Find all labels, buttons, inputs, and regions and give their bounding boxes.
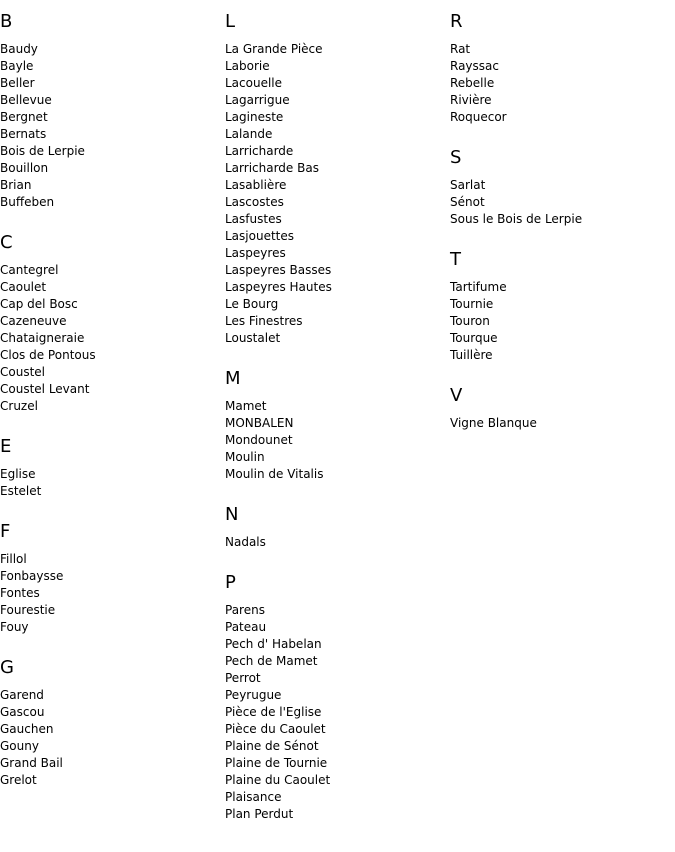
place-entry-link[interactable]: Plaine de Sénot (225, 739, 319, 753)
place-entry-link[interactable]: Cap del Bosc (0, 297, 78, 311)
place-entry-link[interactable]: Bois de Lerpie (0, 144, 85, 158)
place-entry-link[interactable]: Lasjouettes (225, 229, 294, 243)
entry-list (225, 534, 447, 551)
place-entry-link[interactable]: Sénot (450, 195, 485, 209)
place-entry-link[interactable]: Bouillon (0, 161, 49, 175)
place-entry-link[interactable]: Grand Bail (0, 756, 63, 770)
place-entry-link[interactable]: Coustel (0, 365, 45, 379)
place-entry-link[interactable]: Rebelle (450, 76, 495, 90)
letter-section (225, 572, 447, 823)
place-entry-link[interactable]: Pech de Mamet (225, 654, 318, 668)
place-entry-link[interactable]: Vigne Blanque (450, 416, 537, 430)
letter-section (0, 232, 222, 415)
place-entry-link[interactable]: Plaisance (225, 790, 282, 804)
place-entry-link[interactable]: Grelot (0, 773, 37, 787)
place-entry-link[interactable]: La Grande Pièce (225, 42, 323, 56)
place-entry-link[interactable]: Tuillère (450, 348, 493, 362)
place-entry-link[interactable]: Gauchen (0, 722, 54, 736)
place-entry-link[interactable]: Plaine du Caoulet (225, 773, 331, 787)
place-entry-link[interactable]: Lalande (225, 127, 273, 141)
entry-list (0, 551, 222, 636)
entry-list (225, 41, 447, 347)
place-entry-link[interactable]: Parens (225, 603, 265, 617)
place-entry-link[interactable]: Nadals (225, 535, 266, 549)
letter-heading: E (0, 436, 12, 457)
place-entry-link[interactable]: Peyrugue (225, 688, 282, 702)
letter-section (0, 436, 222, 500)
letter-section (450, 249, 672, 364)
place-entry-link[interactable]: Lasablière (225, 178, 287, 192)
place-entry-link[interactable]: Pièce de l'Eglise (225, 705, 322, 719)
entry-list (0, 41, 222, 211)
place-entry-link[interactable]: Moulin de Vitalis (225, 467, 324, 481)
letter-section (450, 11, 672, 126)
place-entry-link[interactable]: Les Finestres (225, 314, 303, 328)
place-entry-link[interactable]: Estelet (0, 484, 42, 498)
place-entry-link[interactable]: Lagineste (225, 110, 284, 124)
place-entry-link[interactable]: Lagarrigue (225, 93, 290, 107)
place-entry-link[interactable]: Cantegrel (0, 263, 59, 277)
letter-section (450, 147, 672, 228)
index-column-1 (0, 11, 222, 810)
place-entry-link[interactable]: Chataigneraie (0, 331, 85, 345)
place-entry-link[interactable]: Fontes (0, 586, 40, 600)
place-entry-link[interactable]: Bayle (0, 59, 34, 73)
place-entry-link[interactable]: Beller (0, 76, 35, 90)
place-entry-link[interactable]: Plan Perdut (225, 807, 294, 821)
place-entry-link[interactable]: Laspeyres Basses (225, 263, 332, 277)
place-entry-link[interactable]: Lascostes (225, 195, 284, 209)
place-entry-link[interactable]: Coustel Levant (0, 382, 90, 396)
place-entry-link[interactable]: Larricharde Bas (225, 161, 319, 175)
index-column-3 (450, 11, 672, 453)
place-entry-link[interactable]: Rayssac (450, 59, 499, 73)
place-entry-link[interactable]: Rivière (450, 93, 492, 107)
letter-heading: B (0, 11, 13, 32)
place-entry-link[interactable]: Pateau (225, 620, 267, 634)
place-entry-link[interactable]: Eglise (0, 467, 36, 481)
letter-heading: T (450, 249, 461, 270)
place-entry-link[interactable]: Lasfustes (225, 212, 282, 226)
entry-list (225, 398, 447, 483)
place-entry-link[interactable]: Touron (450, 314, 490, 328)
index-column-2 (225, 11, 447, 844)
place-entry-link[interactable]: Bernats (0, 127, 47, 141)
place-entry-link[interactable]: Gouny (0, 739, 39, 753)
letter-section (0, 521, 222, 636)
letter-section (225, 368, 447, 483)
place-entry-link[interactable]: Perrot (225, 671, 261, 685)
place-entry-link[interactable]: Mondounet (225, 433, 293, 447)
letter-heading: F (0, 521, 11, 542)
entry-list (450, 177, 672, 228)
place-entry-link[interactable]: Clos de Pontous (0, 348, 96, 362)
place-entry-link[interactable]: Caoulet (0, 280, 47, 294)
entry-list (450, 415, 672, 432)
letter-heading: M (225, 368, 241, 389)
entry-list (0, 687, 222, 789)
letter-section (450, 385, 672, 432)
place-entry-link[interactable]: Garend (0, 688, 44, 702)
letter-heading: P (225, 572, 236, 593)
place-entry-link[interactable]: Bellevue (0, 93, 52, 107)
place-entry-link[interactable]: Tourque (450, 331, 498, 345)
place-entry-link[interactable]: Fourestie (0, 603, 56, 617)
place-entry-link[interactable]: Cazeneuve (0, 314, 67, 328)
letter-heading: G (0, 657, 14, 678)
place-entry-link[interactable]: Lacouelle (225, 76, 283, 90)
place-entry-link[interactable]: Sous le Bois de Lerpie (450, 212, 583, 226)
place-entry-link[interactable]: Moulin (225, 450, 265, 464)
letter-heading: R (450, 11, 463, 32)
letter-heading: V (450, 385, 463, 406)
place-entry-link[interactable]: Pièce du Caoulet (225, 722, 326, 736)
letter-section (225, 504, 447, 551)
place-entry-link[interactable]: MONBALEN (225, 416, 294, 430)
letter-heading: L (225, 11, 236, 32)
entry-list (450, 41, 672, 126)
letter-section (0, 657, 222, 789)
place-entry-link[interactable]: Tournie (450, 297, 494, 311)
place-entry-link[interactable]: Gascou (0, 705, 45, 719)
place-entry-link[interactable]: Mamet (225, 399, 267, 413)
entry-list (0, 466, 222, 500)
letter-heading: S (450, 147, 462, 168)
place-entry-link[interactable]: Fouy (0, 620, 29, 634)
place-entry-link[interactable]: Buffeben (0, 195, 55, 209)
place-entry-link[interactable]: Pech d' Habelan (225, 637, 322, 651)
entry-list (0, 262, 222, 415)
place-entry-link[interactable]: Loustalet (225, 331, 281, 345)
place-entry-link[interactable]: Laborie (225, 59, 270, 73)
place-entry-link[interactable]: Plaine de Tournie (225, 756, 328, 770)
place-entry-link[interactable]: Tartifume (450, 280, 507, 294)
place-entry-link[interactable]: Baudy (0, 42, 38, 56)
place-entry-link[interactable]: Cruzel (0, 399, 38, 413)
place-entry-link[interactable]: Rat (450, 42, 471, 56)
place-entry-link[interactable]: Roquecor (450, 110, 507, 124)
place-entry-link[interactable]: Laspeyres (225, 246, 286, 260)
place-entry-link[interactable]: Fonbaysse (0, 569, 64, 583)
place-entry-link[interactable]: Laspeyres Hautes (225, 280, 332, 294)
place-entry-link[interactable]: Le Bourg (225, 297, 279, 311)
place-entry-link[interactable]: Larricharde (225, 144, 294, 158)
place-entry-link[interactable]: Sarlat (450, 178, 486, 192)
letter-heading: N (225, 504, 239, 525)
letter-heading: C (0, 232, 13, 253)
letter-section (0, 11, 222, 211)
entry-list (225, 602, 447, 823)
place-entry-link[interactable]: Bergnet (0, 110, 48, 124)
entry-list (450, 279, 672, 364)
place-entry-link[interactable]: Fillol (0, 552, 27, 566)
place-entry-link[interactable]: Brian (0, 178, 32, 192)
letter-section (225, 11, 447, 347)
